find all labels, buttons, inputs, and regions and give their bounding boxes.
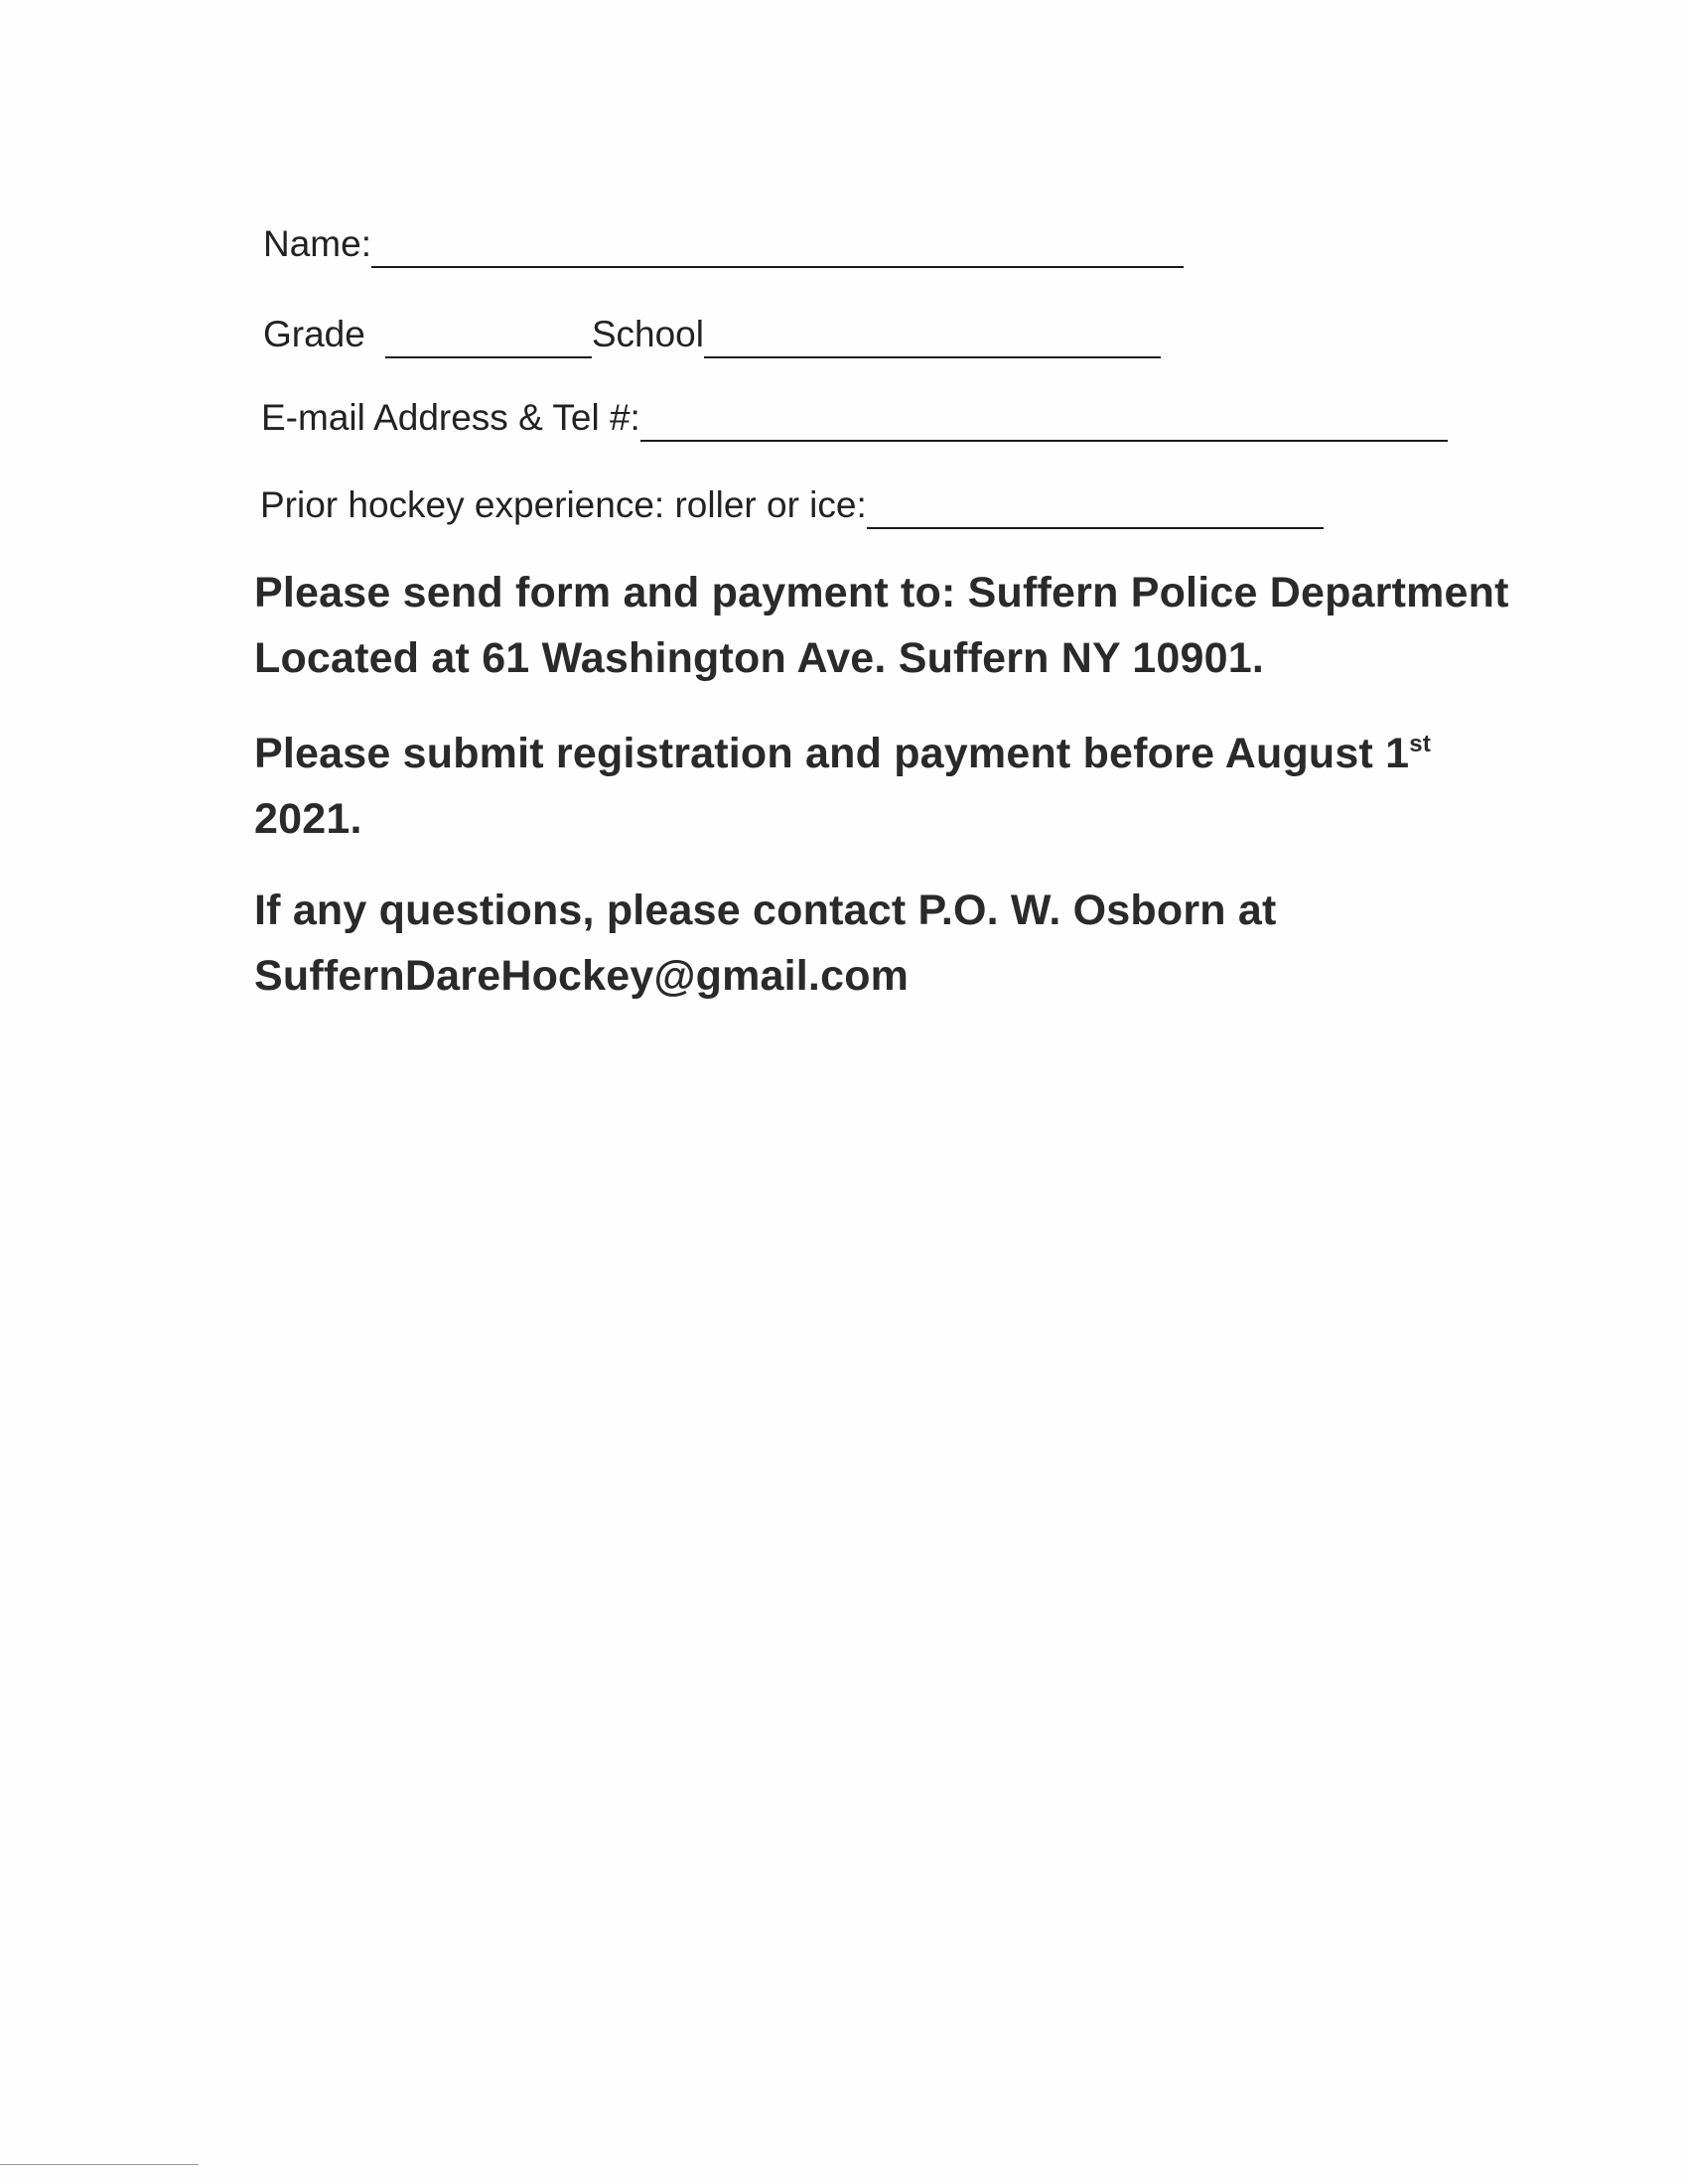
name-blank-line[interactable] [371,265,1184,268]
experience-field-row [260,486,1324,523]
deadline-instructions [254,721,1431,852]
experience-blank-line[interactable] [867,526,1324,529]
contact-email[interactable]: SuffernDareHockey@gmail.com [254,952,910,1000]
send-instructions [254,560,1509,691]
name-label: Name: [263,223,371,264]
deadline-line-1 [254,721,1431,786]
scan-edge-line [0,2164,199,2165]
deadline-text: Please submit registration and payment before August 1 [254,730,1410,777]
send-line-1: Please send form and payment to: Suffern Police Department [254,569,1509,616]
send-line-2: Located at 61 Washington Ave. Suffern NY 10901. [254,634,1264,682]
contact-field-row [261,399,1448,436]
school-label: School [591,314,704,354]
experience-label: Prior hockey experience: roller or ice: [260,484,867,525]
contact-label: E-mail Address & Tel #: [261,397,640,438]
name-field-row [263,225,1184,262]
school-blank-line[interactable] [704,355,1161,358]
questions-instructions [254,878,1277,1009]
grade-school-row [263,316,1161,352]
contact-blank-line[interactable] [640,439,1448,442]
deadline-year: 2021. [254,795,362,843]
grade-label: Grade [263,314,365,354]
questions-line: If any questions, please contact P.O. W. Osborn at [254,887,1277,934]
deadline-suffix: st [1409,731,1432,757]
grade-blank-line[interactable] [385,355,592,358]
